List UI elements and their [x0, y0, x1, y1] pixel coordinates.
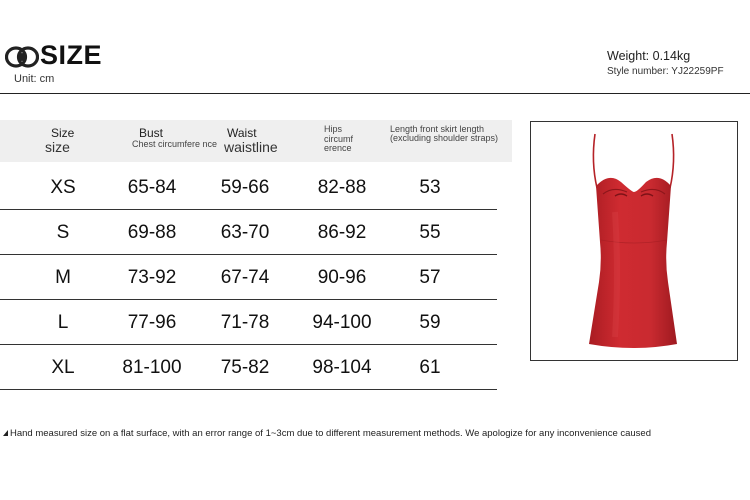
size-cell: M [55, 267, 71, 288]
size-cell: L [57, 312, 69, 333]
bust-cell: 77-96 [127, 312, 177, 333]
measurement-note-text: Hand measured size on a flat surface, with an error range of 1~3cm due to different measurement methods. We apologize for any inconvenience caused [10, 428, 651, 439]
size-title: SIZE [40, 40, 103, 70]
length-cell: 59 [419, 312, 441, 333]
hips-cell: 82-88 [317, 177, 367, 198]
waist-cell: 71-78 [220, 312, 270, 333]
waist-cell: 59-66 [220, 177, 270, 198]
col-waist-sub: waistline [224, 139, 278, 155]
col-bust-label: Bust [139, 126, 164, 140]
col-waist-label: Waist [227, 126, 257, 140]
hips-cell: 98-104 [312, 357, 372, 378]
waist-cell: 75-82 [220, 357, 270, 378]
table-row [0, 255, 497, 300]
triangle-bullet-icon [3, 430, 8, 436]
col-hips-sub: circumf erence [324, 134, 353, 153]
size-cell: XL [51, 357, 75, 378]
length-cell: 61 [419, 357, 441, 378]
table-row [0, 210, 497, 255]
table-row [0, 345, 497, 390]
measurement-note [3, 429, 733, 438]
rings-logo-icon [5, 42, 39, 72]
weight-label: Weight: 0.14kg [607, 49, 691, 63]
table-row [0, 165, 497, 210]
col-size-sub: size [45, 139, 70, 155]
hips-cell: 90-96 [317, 267, 367, 288]
header-divider [0, 93, 750, 94]
bust-cell: 73-92 [127, 267, 177, 288]
waist-cell: 67-74 [220, 267, 270, 288]
waist-cell: 63-70 [220, 222, 270, 243]
table-header [0, 120, 512, 162]
style-number: Style number: YJ22259PF [607, 66, 724, 77]
size-cell: S [56, 222, 70, 243]
col-hips-label: Hips [324, 124, 343, 134]
bust-cell: 69-88 [127, 222, 177, 243]
product-photo-frame [530, 121, 738, 361]
col-length-label: Length front skirt length (excluding shoulder straps) [390, 124, 499, 143]
size-cell: XS [50, 177, 76, 198]
col-bust-sub: Chest circumfere nce [132, 139, 218, 149]
length-cell: 53 [419, 177, 441, 198]
col-size-label: Size [51, 126, 75, 140]
length-cell: 57 [419, 267, 441, 288]
table-row [0, 300, 497, 345]
hips-cell: 94-100 [312, 312, 372, 333]
bust-cell: 65-84 [127, 177, 177, 198]
bust-cell: 81-100 [122, 357, 182, 378]
unit-label: Unit: cm [14, 73, 55, 85]
length-cell: 55 [419, 222, 441, 243]
row-divider [0, 389, 497, 390]
red-mini-slip-dress [531, 122, 737, 360]
hips-cell: 86-92 [317, 222, 367, 243]
